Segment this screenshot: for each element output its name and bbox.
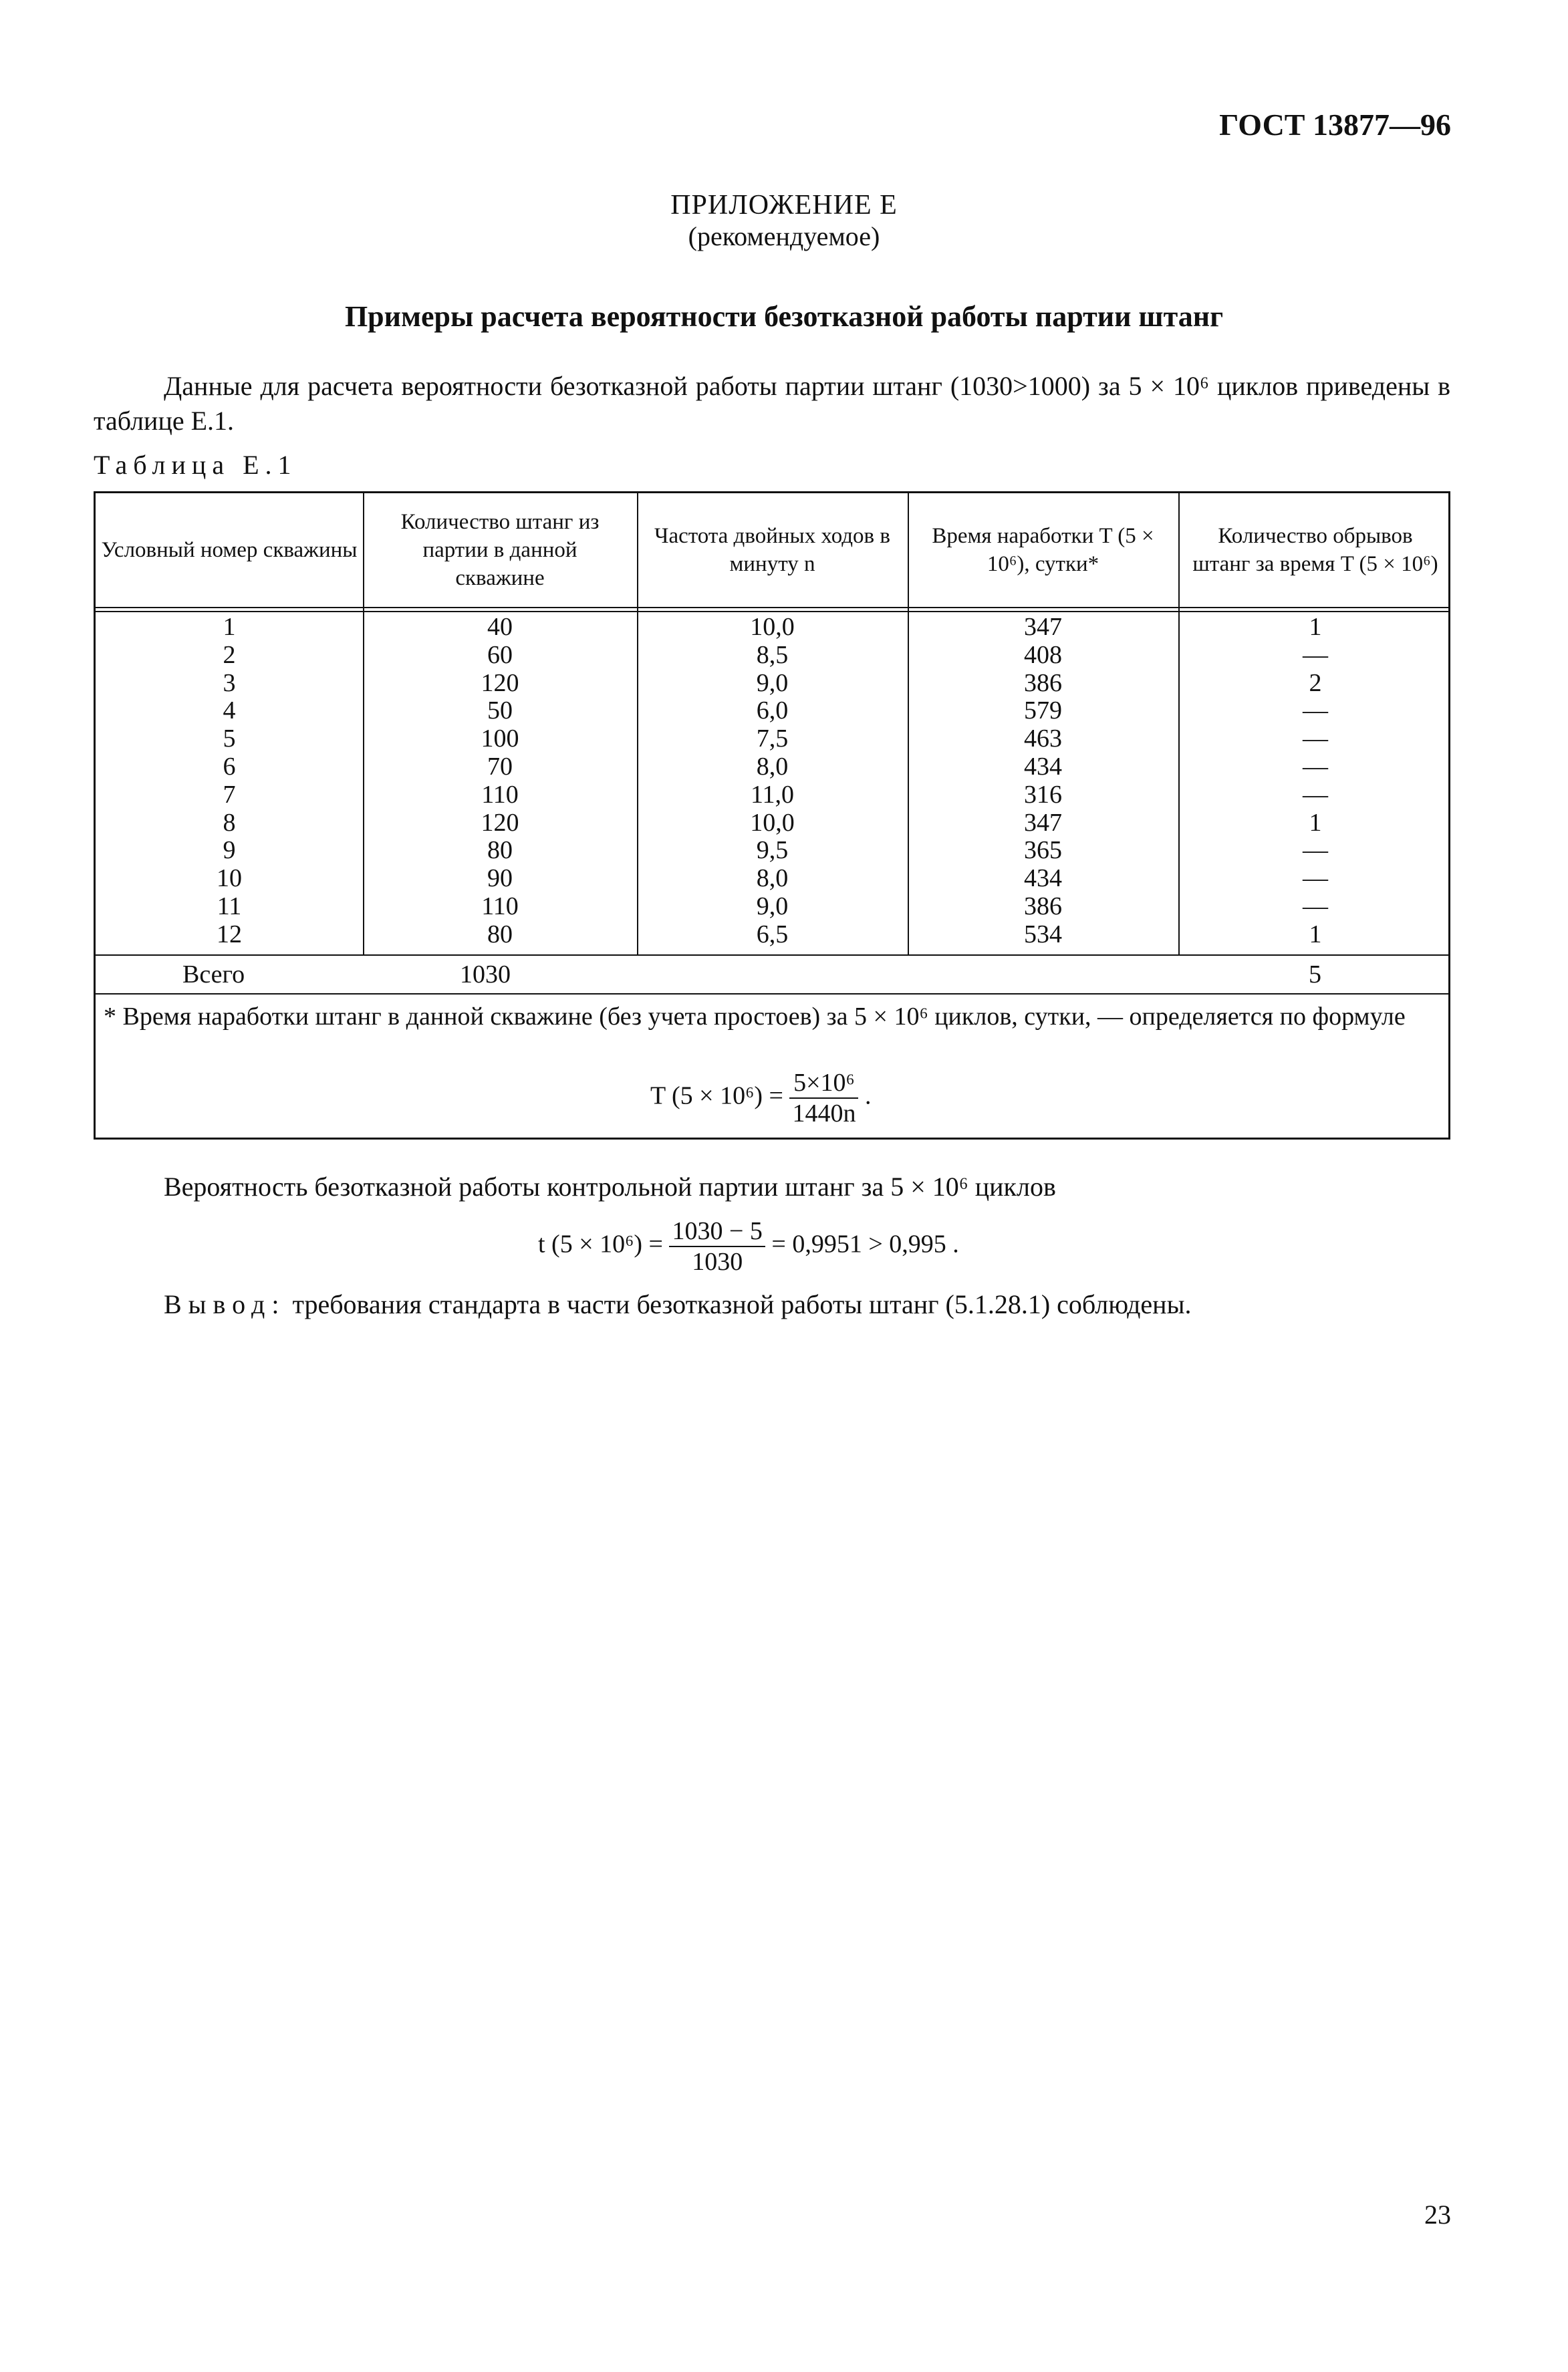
table-cell: —: [1303, 724, 1328, 753]
table-cell: 6: [223, 752, 236, 781]
document-code: ГОСТ 13877—96: [1219, 108, 1451, 142]
table-cell: 386: [1024, 668, 1062, 697]
table-cell: 10,0: [750, 613, 795, 641]
probability-numerator: 1030 − 5: [669, 1216, 765, 1247]
probability-lhs: t (5 × 10⁶) =: [538, 1230, 663, 1259]
table-cell: —: [1303, 892, 1328, 920]
table-cell: 100: [481, 724, 519, 753]
header-rod-count: Количество штанг из партии в данной скважине: [400, 510, 600, 590]
table-cell: 316: [1024, 780, 1062, 809]
header-frequency: Частота двойных ходов в минуту n: [654, 524, 890, 576]
probability-denominator: 1030: [692, 1248, 743, 1276]
table-cell: 80: [487, 836, 513, 865]
table-cell: 10,0: [750, 808, 795, 837]
formula-numerator: 5×10⁶: [789, 1068, 858, 1099]
table-cell: —: [1303, 864, 1328, 893]
table-cell: 6,5: [756, 920, 789, 948]
appendix-title: ПРИЛОЖЕНИЕ Е: [670, 190, 898, 221]
appendix-subtitle: (рекомендуемое): [688, 221, 880, 251]
column-breaks: [1178, 614, 1452, 949]
table-cell: 8,0: [756, 864, 789, 893]
section-heading: Примеры расчета вероятности безотказной работы партии штанг: [344, 300, 1224, 333]
table-cell: 434: [1024, 864, 1062, 893]
time-formula: [650, 1068, 871, 1128]
table-cell: 70: [487, 752, 513, 781]
table-cell: 2: [1309, 668, 1322, 697]
table-cell: 8,0: [756, 752, 789, 781]
probability-fraction: [669, 1216, 765, 1277]
column-frequency: [637, 614, 908, 949]
table-footnote: * Время наработки штанг в данной скважине (без учета простоев) за 5 × 10⁶ циклов, сутки, — определяется по формуле: [104, 1003, 1406, 1031]
table-cell: 110: [481, 892, 519, 920]
table-cell: 120: [481, 668, 519, 697]
table-cell: 463: [1024, 724, 1062, 753]
column-well-number: [96, 614, 363, 949]
table-cell: 110: [481, 780, 519, 809]
column-rod-count: [363, 614, 637, 949]
table-cell: 347: [1024, 613, 1062, 641]
table-cell: —: [1303, 696, 1328, 725]
column-time: [908, 614, 1178, 949]
table-cell: 11,0: [750, 780, 795, 809]
table-cell: 60: [487, 640, 513, 669]
table-cell: 9,5: [756, 836, 789, 865]
table-cell: 4: [223, 696, 236, 725]
formula-tail: .: [864, 1081, 872, 1110]
table-cell: 2: [223, 640, 236, 669]
table-cell: 5: [223, 724, 236, 753]
total-breaks: 5: [1309, 960, 1321, 989]
formula-fraction: [789, 1068, 858, 1128]
table-cell: 386: [1024, 892, 1062, 920]
table-cell: —: [1303, 752, 1328, 781]
table-cell: 9,0: [756, 892, 789, 920]
table-cell: 1: [223, 613, 236, 641]
total-rods: 1030: [460, 960, 511, 989]
table-cell: 3: [223, 668, 236, 697]
table-cell: 7,5: [756, 724, 789, 753]
table-cell: —: [1303, 640, 1328, 669]
table-cell: 365: [1024, 836, 1062, 865]
table-cell: 408: [1024, 640, 1062, 669]
table-cell: 9,0: [756, 668, 789, 697]
table-cell: 6,0: [756, 696, 789, 725]
table-cell: 80: [487, 920, 513, 948]
table-cell: 579: [1024, 696, 1062, 725]
probability-text: Вероятность безотказной работы контрольной партии штанг за 5 × 10⁶ циклов: [164, 1172, 1056, 1202]
table-cell: 40: [487, 613, 513, 641]
conclusion-label: Вывод:: [164, 1289, 286, 1319]
table-cell: 347: [1024, 808, 1062, 837]
table-cell: 534: [1024, 920, 1062, 948]
table-cell: 1: [1309, 808, 1322, 837]
probability-rhs: = 0,9951 > 0,995 .: [771, 1230, 959, 1259]
intro-paragraph: Данные для расчета вероятности безотказной работы партии штанг (1030>1000) за 5 × 10⁶ циклов приведены в таблице Е.1.: [94, 371, 1450, 436]
table-cell: 11: [217, 892, 242, 920]
conclusion: [164, 1289, 1191, 1320]
table-cell: 9: [223, 836, 236, 865]
probability-formula: [538, 1216, 959, 1277]
table-cell: 7: [223, 780, 236, 809]
table-cell: —: [1303, 780, 1328, 809]
table-cell: 8: [223, 808, 236, 837]
conclusion-text: требования стандарта в части безотказной работы штанг (5.1.28.1) соблюдены.: [292, 1289, 1192, 1319]
table-cell: 12: [217, 920, 242, 948]
table-cell: 1: [1309, 920, 1322, 948]
data-table: [94, 491, 1450, 1140]
table-cell: 1: [1309, 613, 1322, 641]
table-cell: 10: [217, 864, 242, 893]
table-cell: 90: [487, 864, 513, 893]
page-number: 23: [1424, 2200, 1451, 2230]
formula-denominator: 1440n: [792, 1099, 856, 1128]
table-caption: Таблица Е.1: [94, 450, 297, 480]
table-cell: 8,5: [756, 640, 789, 669]
table-cell: —: [1303, 836, 1328, 865]
header-well-number: Условный номер скважины: [101, 538, 358, 562]
table-cell: 120: [481, 808, 519, 837]
header-breaks: Количество обрывов штанг за время T (5 × 10⁶): [1192, 524, 1438, 576]
header-time: Время наработки T (5 × 10⁶), сутки*: [932, 524, 1154, 576]
total-label: Всего: [182, 960, 245, 989]
table-cell: 50: [487, 696, 513, 725]
table-cell: 434: [1024, 752, 1062, 781]
formula-lhs: T (5 × 10⁶) =: [650, 1081, 783, 1110]
